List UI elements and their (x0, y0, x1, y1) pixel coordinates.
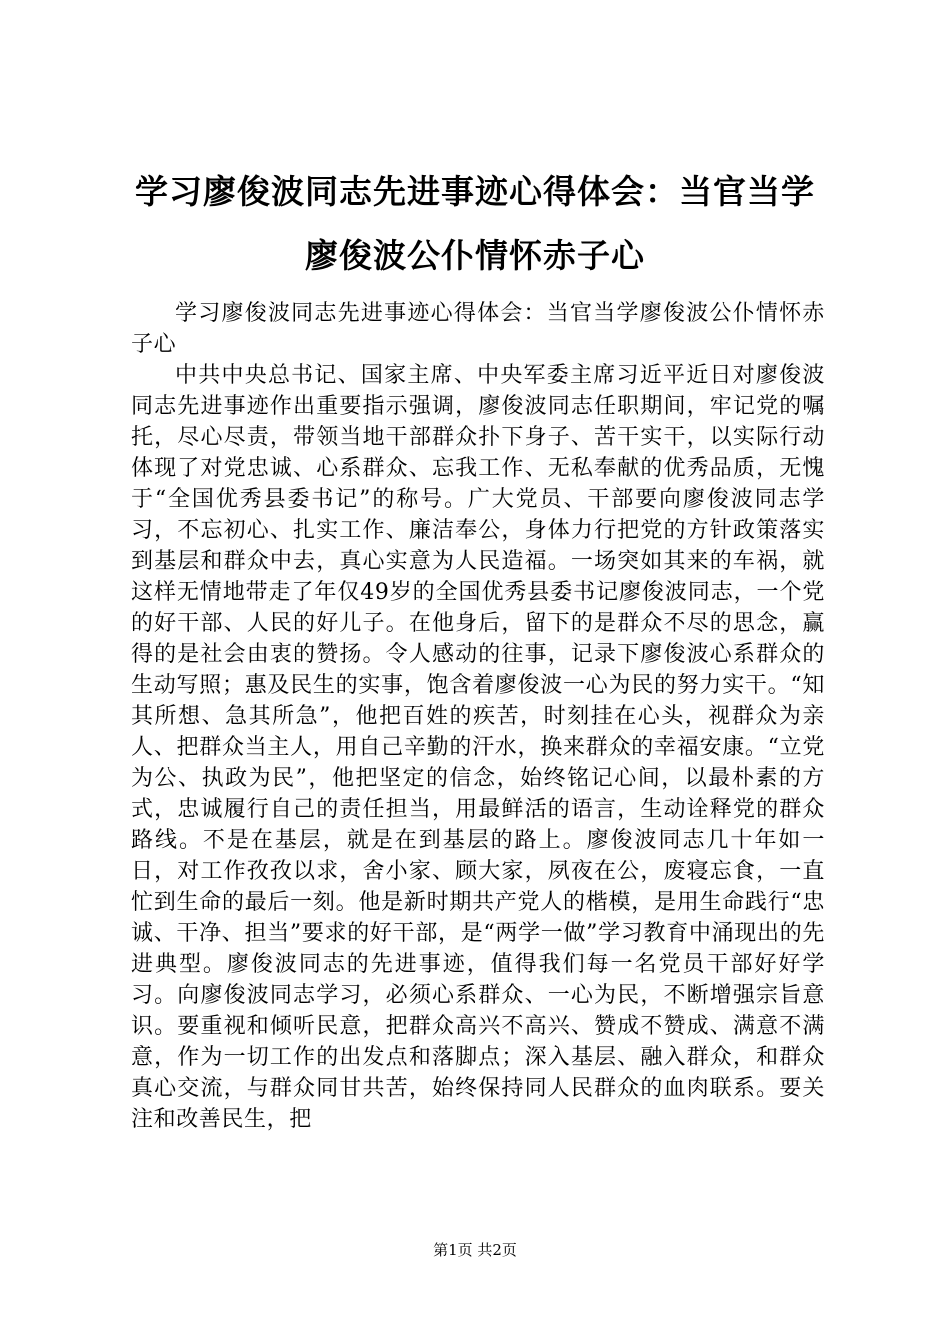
title-line-1: 学习廖俊波同志先进事迹心得体会：当官当学 (135, 172, 815, 211)
document-body (131, 298, 825, 1135)
page-number-footer: 第1页 共2页 (433, 1241, 517, 1259)
body-paragraph: 中共中央总书记、国家主席、中央军委主席习近平近日对廖俊波同志先进事迹作出重要指示强调，廖俊波同志任职期间，牢记党的嘱托，尽心尽责，带领当地干部群众扑下身子、苦干实干，以实际行动体现了对党忠诚、心系群众、忘我工作、无私奉献的优秀品质，无愧于“全国优秀县委书记”的称号。广大党员、干部要向廖俊波同志学习，不忘初心、扎实工作、廉洁奉公，身体力行把党的方针政策落实到基层和群众中去，真心实意为人民造福。一场突如其来的车祸，就这样无情地带走了年仅49岁的全国优秀县委书记廖俊波同志，一个党的好干部、人民的好儿子。在他身后，留下的是群众不尽的思念，赢得的是社会由衷的赞扬。令人感动的往事，记录下廖俊波心系群众的生动写照；惠及民生的实事，饱含着廖俊波一心为民的努力实干。“知其所想、急其所急”，他把百姓的疾苦，时刻挂在心头，视群众为亲人、把群众当主人，用自己辛勤的汗水，换来群众的幸福安康。“立党为公、执政为民”，他把坚定的信念，始终铭记心间，以最朴素的方式，忠诚履行自己的责任担当，用最鲜活的语言，生动诠释党的群众路线。不是在基层，就是在到基层的路上。廖俊波同志几十年如一日，对工作孜孜以求，舍小家、顾大家，夙夜在公，废寝忘食，一直忙到生命的最后一刻。他是新时期共产党人的楷模，是用生命践行“忠诚、干净、担当”要求的好干部，是“两学一做”学习教育中涌现出的先进典型。廖俊波同志的先进事迹，值得我们每一名党员干部好好学习。向廖俊波同志学习，必须心系群众、一心为民，不断增强宗旨意识。要重视和倾听民意，把群众高兴不高兴、赞成不赞成、满意不满意，作为一切工作的出发点和落脚点；深入基层、融入群众，和群众真心交流，与群众同甘共苦，始终保持同人民群众的血肉联系。要关注和改善民生，把 (131, 363, 825, 1132)
subtitle-paragraph: 学习廖俊波同志先进事迹心得体会：当官当学廖俊波公仆情怀赤子心 (131, 301, 825, 357)
document-title (118, 160, 832, 288)
title-line-2: 廖俊波公仆情怀赤子心 (305, 236, 645, 275)
